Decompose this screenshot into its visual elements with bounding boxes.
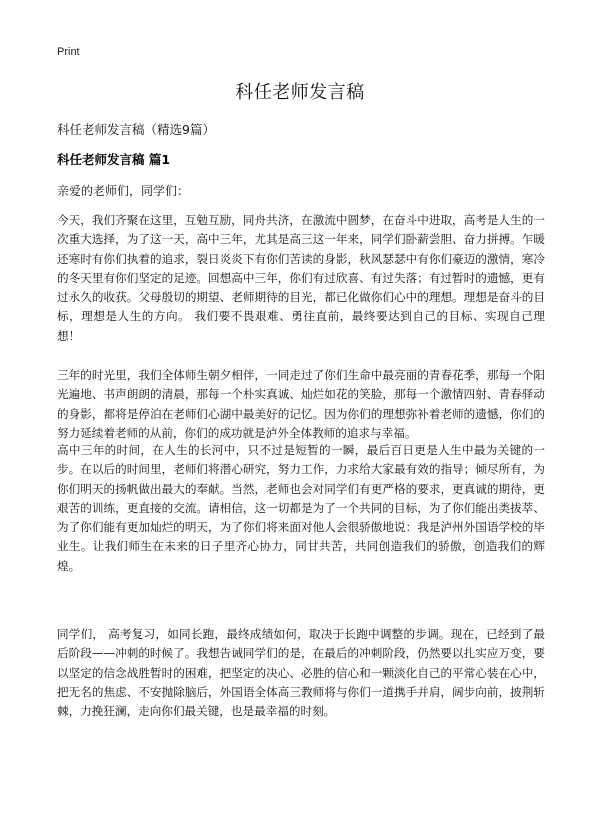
paragraph-2: 三年的时光里，我们全体师生朝夕相伴，一同走过了你们生命中最亮丽的青春花季，那每一个阳光遍地、书声朗朗的清晨，那每一个朴实真诚、灿烂如花的笑脸，那每一个激情四射、青春驿动的身影，都将是停泊在老师们心湖中最美好的记忆。因为你们的理想弥补着老师的遗憾，你们的努力延续着老师的从前，你们的成功就是泸外全体教师的追求与幸福。 <box>57 368 545 440</box>
section-heading: 科任老师发言稿 篇1 <box>57 152 171 167</box>
paragraph-4: 同学们， 高考复习，如同长跑，最终成绩如何，取决于长跑中调整的步调。现在，已经到了最后阶段——冲刺的时候了。我想告诫同学们的是，在最后的冲刺阶段，仍然要以扎实应万变，要以坚定的信念战胜暂时的困难，把坚定的决心、必胜的信心和一颗淡化自己的平常心装在心中，把无名的焦虑、不安抛除脑后，外国语全体高三教师将与你们一道携手并肩，阔步向前，披荆斩棘，力挽狂澜，走向你们最关键，也是最幸福的时刻。 <box>57 627 545 719</box>
greeting: 亲爱的老师们，同学们： <box>57 184 190 198</box>
print-label: Print <box>57 46 80 58</box>
document-title: 科任老师发言稿 <box>235 82 365 103</box>
paragraph-3: 高中三年的时间，在人生的长河中，只不过是短暂的一瞬，最后百日更是人生中最为关键的一步。在以后的时间里，老师们将潜心研究，努力工作，力求给大家最有效的指导；倾尽所有，为你们明天的扬帆做出最大的奉献。当然，老师也会对同学们有更严格的要求，更真诚的期待，更艰苦的训练，更直接的交流。请相信，这一切都是为了一个共同的目标，为了你们能出类拔萃、为了你们能有更加灿烂的明天，为了你们将来面对他人会很骄傲地说：我是泸州外国语学校的毕业生。让我们师生在未来的日子里齐心协力，同甘共苦，共同创造我们的骄傲，创造我们的辉煌。 <box>57 443 545 573</box>
document-subtitle: 科任老师发言稿（精选9篇） <box>57 122 215 137</box>
paragraph-1: 今天，我们齐聚在这里，互勉互励，同舟共济，在激流中圆梦，在奋斗中进取，高考是人生的一次重大选择，为了这一天，高中三年，尤其是高三这一年来，同学们卧薪尝胆、奋力拼搏。乍暖还寒时有你们执着的追求，裂日炎炎下有你们苦读的身影，秋风瑟瑟中有你们豪迈的激情，寒冷的冬天里有你们坚定的足迹。回想高中三年，你们有过欣喜、有过失落；有过暂时的遗憾，更有过永久的收获。父母殷切的期望、老师期待的目光，都已化做你们心中的理想。理想是奋斗的目标，理想是人生的方向。 我们要不畏艰难、勇往直前，最终要达到自己的目标、实现自己理想！ <box>57 213 545 343</box>
